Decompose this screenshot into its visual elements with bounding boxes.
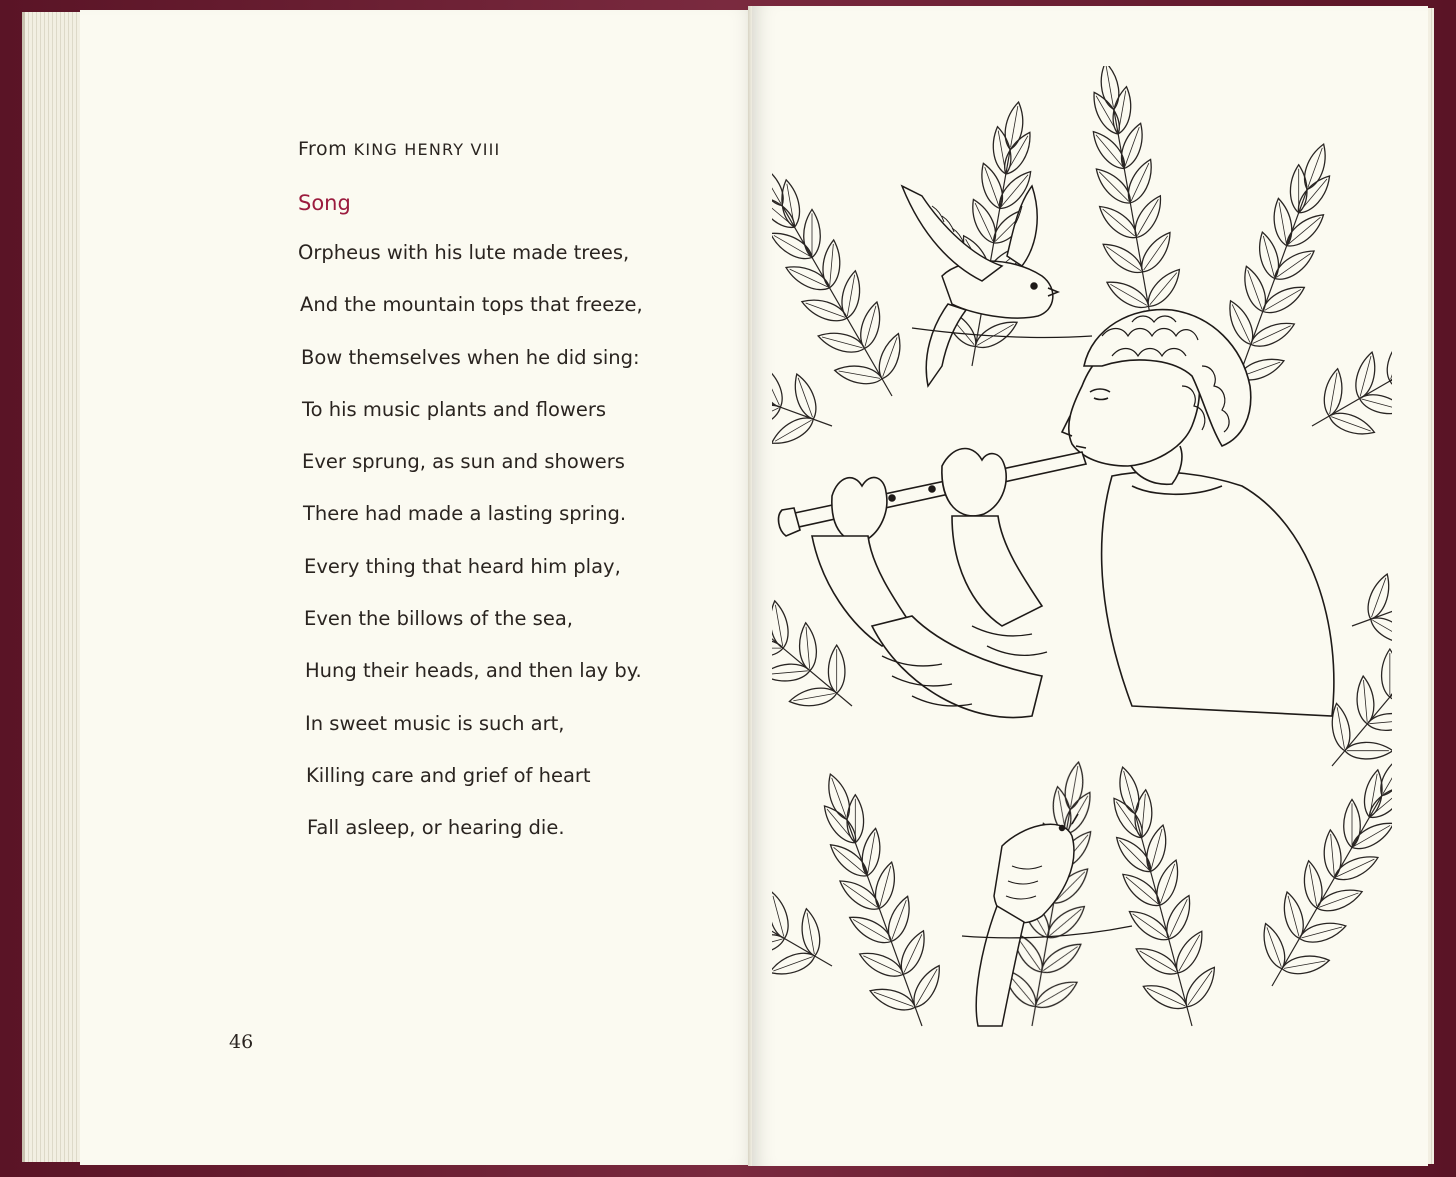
poem-lines <box>298 240 643 868</box>
poem-heading: Song <box>298 191 351 215</box>
poem-line: Fall asleep, or hearing die. <box>307 816 565 840</box>
poem-line: Hung their heads, and then lay by. <box>305 659 642 683</box>
page-edges-left <box>22 12 87 1162</box>
poem-line: In sweet music is such art, <box>305 711 565 735</box>
left-page <box>80 10 756 1165</box>
flute <box>779 452 1086 536</box>
poem-line: Killing care and grief of heart <box>306 763 591 787</box>
figure <box>1062 310 1334 716</box>
bird-top <box>902 186 1092 386</box>
page-number: 46 <box>229 1031 254 1053</box>
poem-line: And the mountain tops that freeze, <box>300 293 643 317</box>
poem-line: Bow themselves when he did sing: <box>301 345 640 369</box>
poem-line: To his music plants and flowers <box>302 397 607 421</box>
poem-line: Even the billows of the sea, <box>304 607 573 631</box>
source-prefix: From <box>298 138 348 160</box>
poem-line: There had made a lasting spring. <box>303 502 627 526</box>
poem-line: Orpheus with his lute made trees, <box>298 241 630 264</box>
source-title: KING HENRY VIII <box>353 140 501 159</box>
poem-line: Every thing that heard him play, <box>304 554 621 578</box>
poem-line: Ever sprung, as sun and showers <box>302 450 625 474</box>
orpheus-illustration <box>772 66 1392 1056</box>
source-line <box>298 138 500 160</box>
right-page <box>752 6 1428 1166</box>
